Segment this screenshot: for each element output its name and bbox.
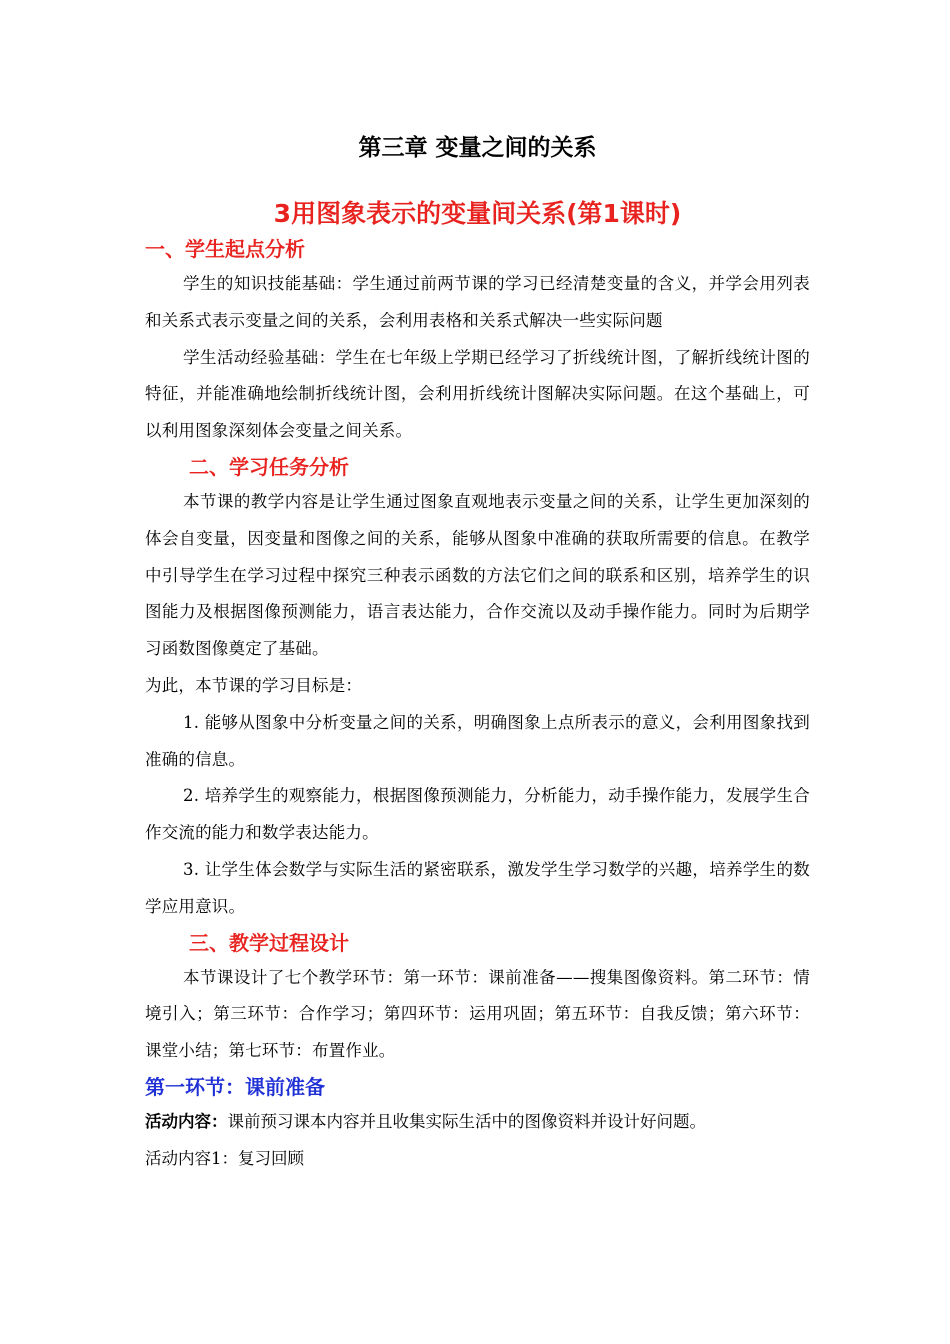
activity-content-1: 活动内容1：复习回顾 <box>145 1148 304 1168</box>
section-heading-student-analysis: 一、学生起点分析 <box>145 237 305 261</box>
step1-heading: 第一环节：课前准备 <box>145 1074 325 1099</box>
learning-goal-2: 2. 培养学生的观察能力，根据图像预测能力，分析能力，动手操作能力，发展学生合作交流的能力和数学表达能力。 <box>145 786 810 843</box>
activity-content-line <box>145 1104 810 1141</box>
paragraph-task-content: 本节课的教学内容是让学生通过图象直观地表示变量之间的关系，让学生更加深刻的体会自变量，因变量和图像之间的关系，能够从图象中准确的获取所需要的信息。在教学中引导学生在学习过程中探究三种表示函数的方法它们之间的联系和区别，培养学生的识图能力及根据图像预测能力，语言表达能力，合作交流以及动手操作能力。同时为后期学习函数图像奠定了基础。 <box>145 491 810 659</box>
paragraph-knowledge-foundation: 学生的知识技能基础：学生通过前两节课的学习已经清楚变量的含义，并学会用列表和关系式表示变量之间的关系，会利用表格和关系式解决一些实际问题 <box>145 274 810 330</box>
learning-goal-1: 1. 能够从图象中分析变量之间的关系，明确图象上点所表示的意义，会利用图象找到准确的信息。 <box>145 712 810 769</box>
section-heading-task-analysis: 二、学习任务分析 <box>189 454 349 479</box>
section-heading-process-design: 三、教学过程设计 <box>189 930 349 955</box>
paragraph-goals-intro: 为此，本节课的学习目标是： <box>145 675 363 695</box>
lesson-title: 3用图象表示的变量间关系(第1课时) <box>273 199 682 228</box>
learning-goal-3: 3. 让学生体会数学与实际生活的紧密联系，激发学生学习数学的兴趣，培养学生的数学应用意识。 <box>145 859 810 916</box>
paragraph-activity-experience: 学生活动经验基础：学生在七年级上学期已经学习了折线统计图，了解折线统计图的特征，并能准确地绘制折线统计图，会利用折线统计图解决实际问题。在这个基础上，可以利用图象深刻体会变量之间关系。 <box>145 347 810 441</box>
chapter-title: 第三章 变量之间的关系 <box>358 135 597 161</box>
paragraph-process-overview: 本节课设计了七个教学环节：第一环节：课前准备——搜集图像资料。第二环节：情境引入；第三环节：合作学习；第四环节：运用巩固；第五环节：自我反馈；第六环节：课堂小结；第七环节：布置作业。 <box>145 967 810 1061</box>
activity-content-text: 课前预习课本内容并且收集实际生活中的图像资料并设计好问题。 <box>227 1111 706 1131</box>
activity-content-label: 活动内容： <box>145 1111 228 1131</box>
document-body <box>145 232 810 1178</box>
